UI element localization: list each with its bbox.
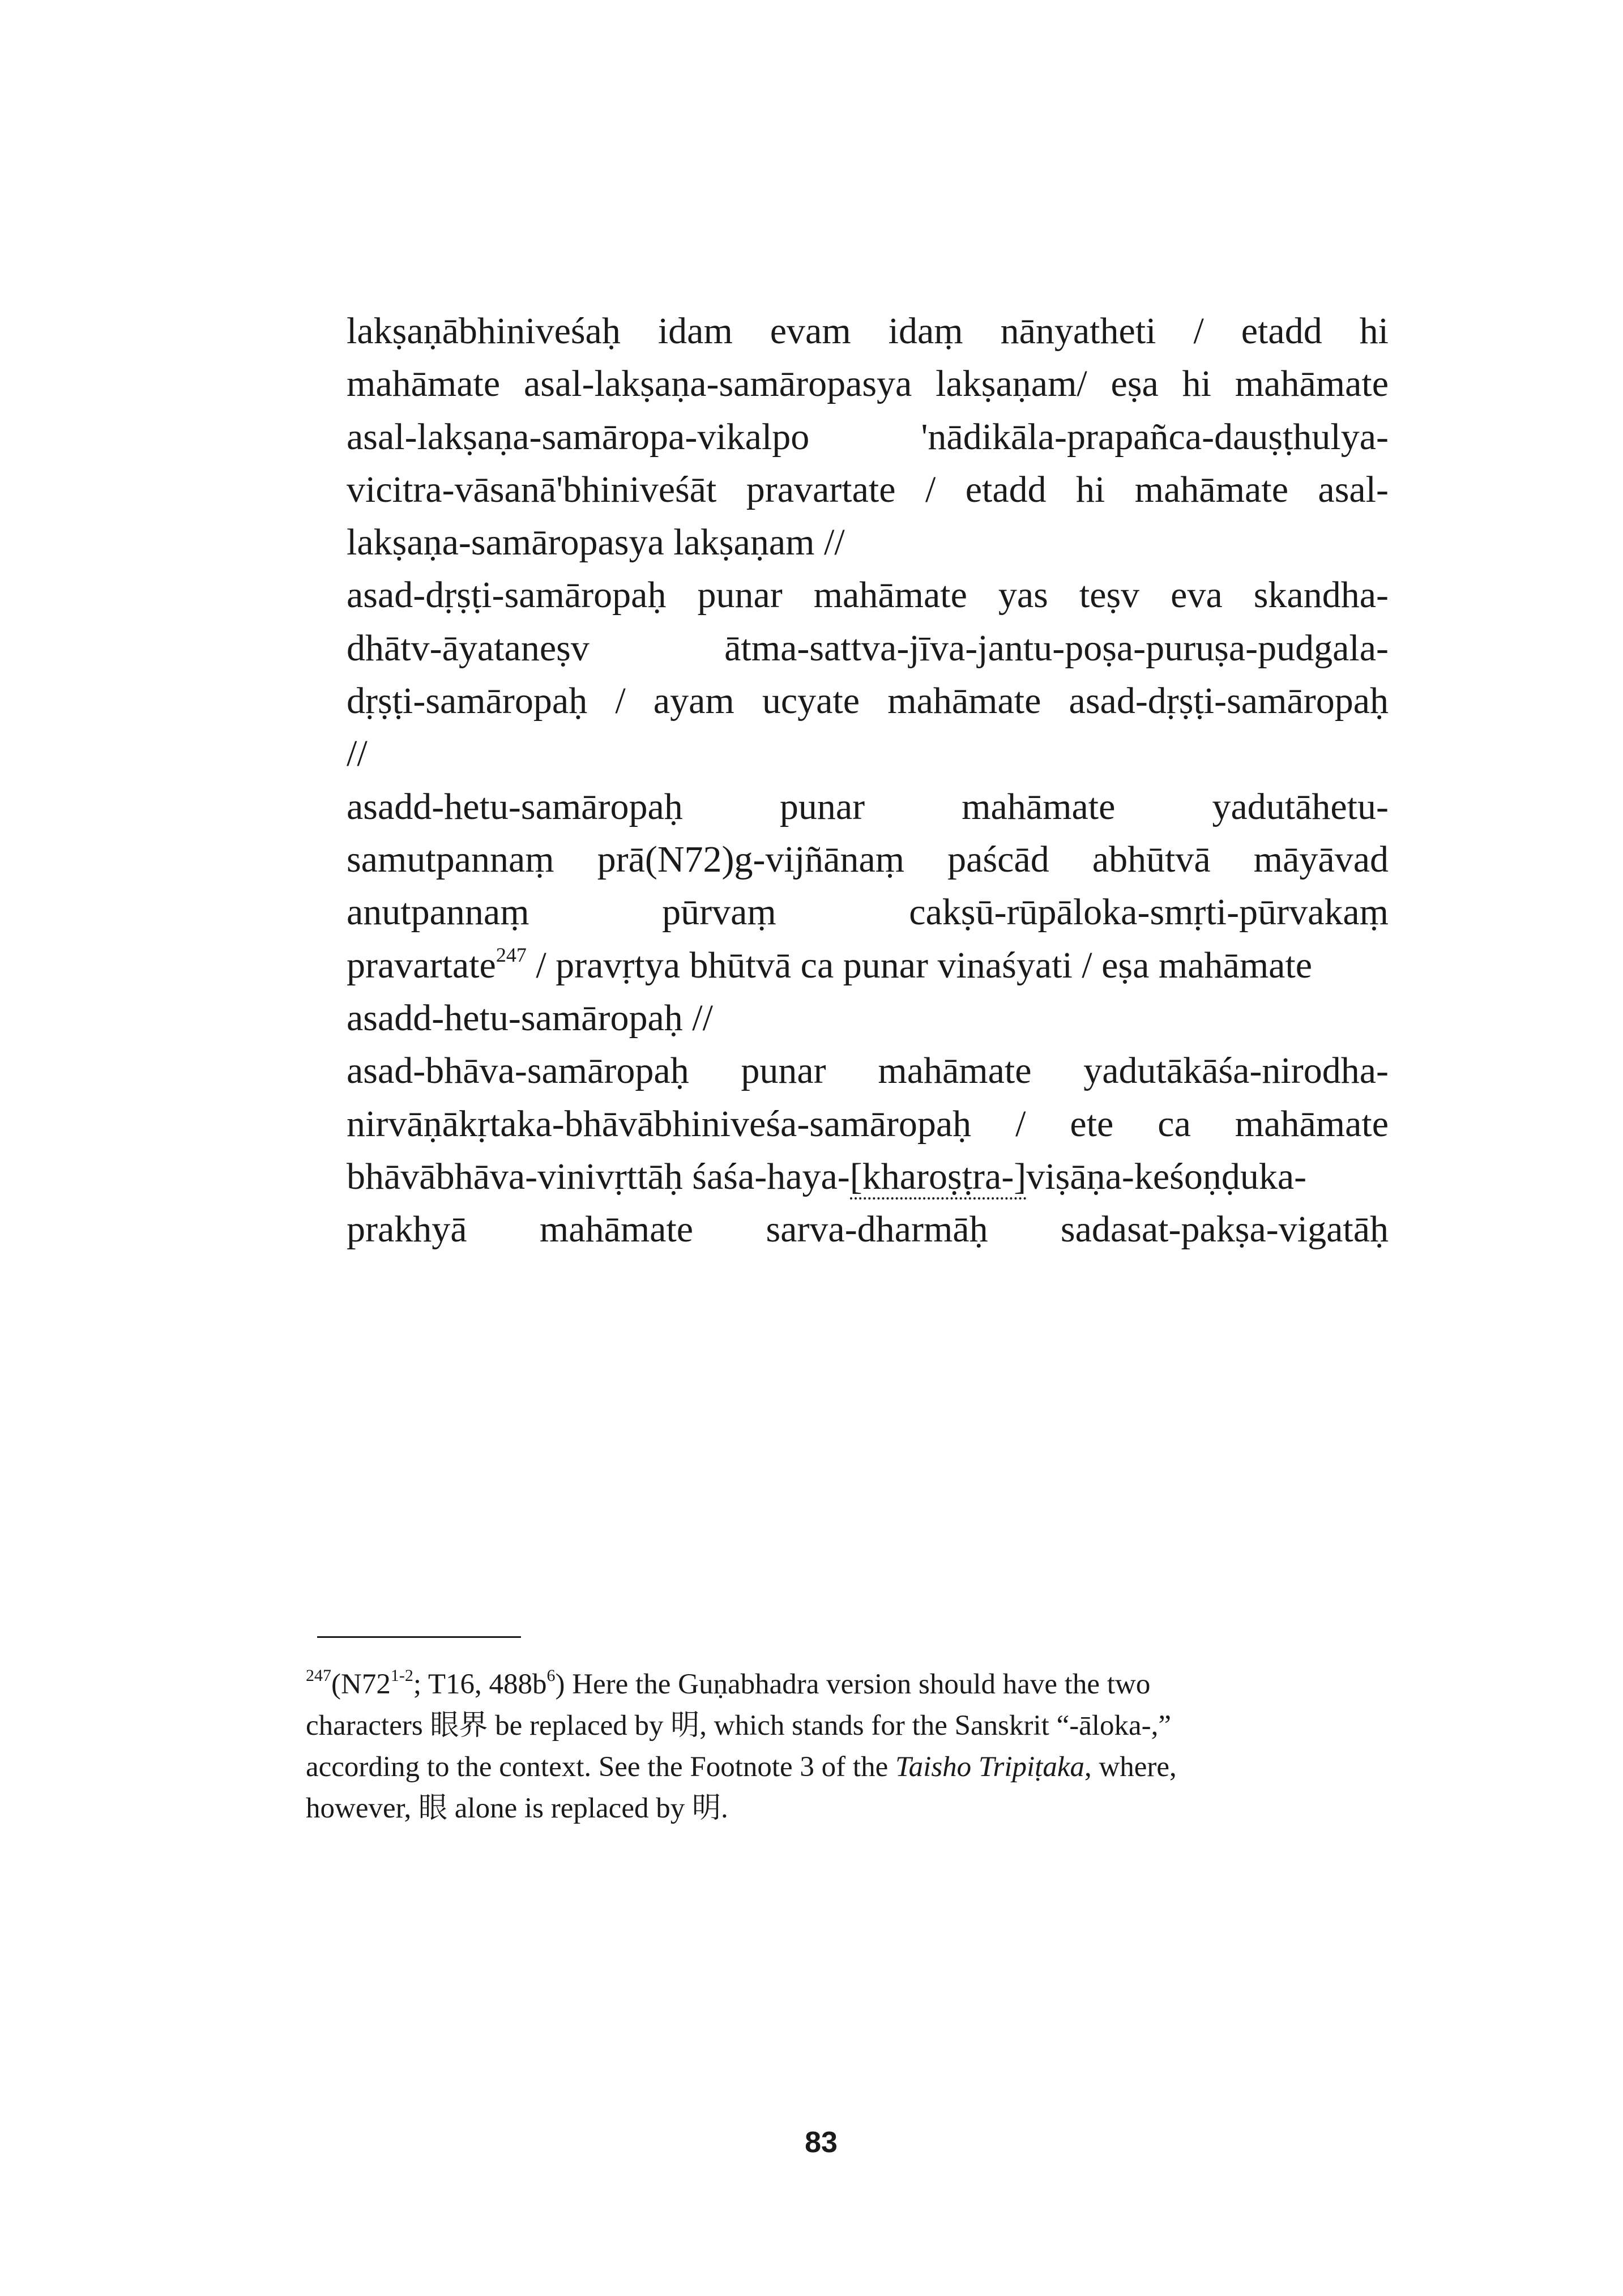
text-line: dhātv-āyataneṣv ātma-sattva-jīva-jantu-poṣa-puruṣa-pudgala- xyxy=(347,628,1389,669)
footnote-number: 247 xyxy=(306,1666,331,1685)
text-line: nirvāṇākṛtaka-bhāvābhiniveśa-samāropaḥ / ete ca mahāmate xyxy=(347,1103,1389,1145)
footnote-rule xyxy=(317,1636,521,1638)
text-segment: pravartate xyxy=(347,945,496,986)
footnote-text: ; T16, 488b xyxy=(413,1668,547,1700)
footnote-reference[interactable]: 247 xyxy=(496,944,527,966)
text-line: samutpannaṃ prā(N72)g-vijñānaṃ paścād abhūtvā māyāvad xyxy=(347,839,1389,880)
footnote-line xyxy=(306,1747,1393,1787)
footnote-superscript: 6 xyxy=(546,1666,556,1685)
bracketed-insertion: [kharoṣṭra-] xyxy=(850,1156,1027,1200)
text-line: asadd-hetu-samāropaḥ punar mahāmate yadutāhetu- xyxy=(347,786,1389,827)
footnote-text: ) Here the Guṇabhadra version should have the two xyxy=(555,1668,1151,1700)
text-line: lakṣaṇa-samāropasya lakṣaṇam // xyxy=(347,522,845,563)
footnote-text: , where, xyxy=(1084,1751,1177,1783)
text-line: asadd-hetu-samāropaḥ // xyxy=(347,997,713,1039)
footnote-text: according to the context. See the Footnote 3 of the xyxy=(306,1751,895,1783)
text-line: asad-dṛṣṭi-samāropaḥ punar mahāmate yas teṣv eva skandha- xyxy=(347,574,1389,616)
text-segment: / pravṛtya bhūtvā ca punar vinaśyati / eṣa mahāmate xyxy=(536,945,1313,986)
text-segment: bhāvābhāva-vinivṛttāḥ śaśa-haya- xyxy=(347,1156,850,1197)
text-line: vicitra-vāsanā'bhiniveśāt pravartate / etadd hi mahāmate asal- xyxy=(347,469,1389,510)
text-line: dṛṣṭi-samāropaḥ / ayam ucyate mahāmate asad-dṛṣṭi-samāropaḥ xyxy=(347,680,1389,722)
footnote-text: (N72 xyxy=(331,1668,391,1700)
page-number: 83 xyxy=(805,2126,838,2159)
footnote-line xyxy=(306,1664,1393,1705)
text-line: lakṣaṇābhiniveśaḥ idam evam idaṃ nānyatheti / etadd hi xyxy=(347,310,1389,352)
text-line: anutpannaṃ pūrvaṃ cakṣū-rūpāloka-smṛti-pūrvakaṃ xyxy=(347,891,1389,933)
text-line xyxy=(347,940,1389,991)
text-line xyxy=(347,1151,1389,1202)
footnote-superscript: 1-2 xyxy=(390,1666,413,1685)
text-line: mahāmate asal-lakṣaṇa-samāropasya lakṣaṇam/ eṣa hi mahāmate xyxy=(347,363,1389,404)
text-line: prakhyā mahāmate sarva-dharmāḥ sadasat-pakṣa-vigatāḥ xyxy=(347,1209,1389,1250)
footnote-line: characters 眼界 be replaced by 明, which stands for the Sanskrit “-āloka-,” xyxy=(306,1710,1172,1742)
footnote-italic-title: Taisho Tripiṭaka xyxy=(895,1751,1084,1783)
footnote-line: however, 眼 alone is replaced by 明. xyxy=(306,1793,728,1824)
text-segment: viṣāṇa-keśoṇḍuka- xyxy=(1026,1156,1307,1197)
text-line: // xyxy=(347,733,368,774)
text-line: asad-bhāva-samāropaḥ punar mahāmate yadutākāśa-nirodha- xyxy=(347,1050,1389,1091)
text-line: asal-lakṣaṇa-samāropa-vikalpo 'nādikāla-prapañca-dauṣṭhulya- xyxy=(347,416,1389,458)
